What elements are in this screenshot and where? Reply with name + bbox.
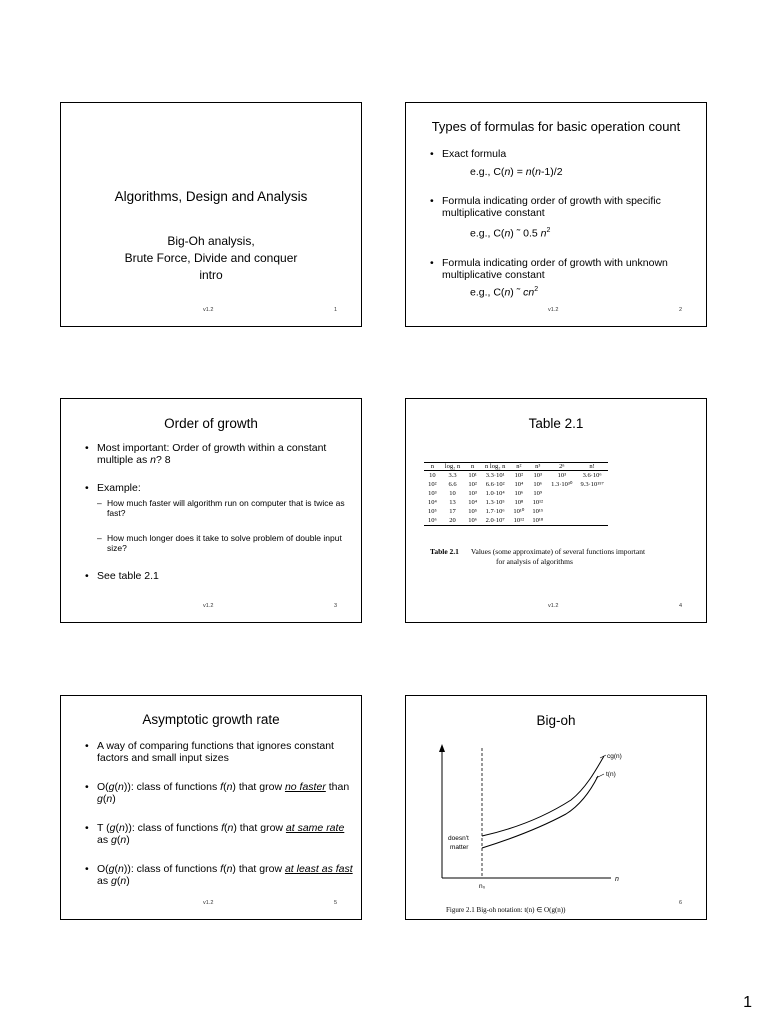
table-header-cell: n log₂ n <box>481 463 509 471</box>
bullet-list <box>85 740 353 887</box>
slide-version: v1.2 <box>203 307 214 313</box>
slide-title: Order of growth <box>164 416 258 431</box>
bullet-item: • O(g(n)): class of functions f(n) that grow no faster than g(n) <box>85 781 353 805</box>
bullet-item: • A way of comparing functions that ignores constant factors and small input sizes <box>85 740 353 764</box>
slide-number: 4 <box>678 603 682 609</box>
table-row: 10⁶ 20 10⁶ 2.0·10⁷ 10¹² 10¹⁸ <box>424 516 608 526</box>
slide-5 <box>60 695 362 920</box>
table-header-cell: n² <box>509 463 528 471</box>
slide-footer <box>61 900 361 910</box>
bullet-item: • See table 2.1 <box>85 570 353 582</box>
slide-title: Big-oh <box>536 713 576 728</box>
t-curve <box>482 776 598 848</box>
slide-title: Asymptotic growth rate <box>142 712 280 727</box>
table-row: 10⁴ 13 10⁴ 1.3·10⁵ 10⁸ 10¹² <box>428 499 543 506</box>
bullet-text: Formula indicating order of growth with specific multiplicative constant <box>442 195 661 219</box>
page-number: 1 <box>743 994 752 1011</box>
slide-footer <box>406 603 706 613</box>
growth-table <box>424 462 608 526</box>
slide-6 <box>405 695 707 920</box>
example-formula: e.g., C(n) ˜ 0.5 $n^2$ <box>470 227 551 240</box>
slide-number: 5 <box>333 900 337 906</box>
bullet-item <box>85 482 353 553</box>
bullet-item: • Most important: Order of growth within a constant multiple as n? 8 <box>85 442 353 466</box>
slide-2 <box>405 102 707 327</box>
table-header-cell: n <box>464 463 481 471</box>
table-header-cell: log₂ n <box>441 463 464 471</box>
slide-version: v1.2 <box>548 307 559 313</box>
table-header-row <box>424 463 608 471</box>
t-label: t(n) <box>606 771 616 778</box>
example-formula: e.g., C(n) = n(n-1)/2 <box>470 166 563 178</box>
slide-1 <box>60 102 362 327</box>
caption-text: Values (some approximate) of several functions important <box>470 547 646 556</box>
bullet-item <box>430 148 690 178</box>
cg-label: cg(n) <box>607 753 622 760</box>
slide-number: 6 <box>678 900 682 906</box>
slide-title: Types of formulas for basic operation count <box>431 119 681 134</box>
table-header-cell: n³ <box>528 463 547 471</box>
n0-label: n₀ <box>479 883 486 890</box>
slide-number: 2 <box>678 307 682 313</box>
slide-footer <box>406 900 706 910</box>
y-axis-arrow <box>439 744 445 752</box>
doesnt-matter-label: doesn't <box>448 835 469 842</box>
bullet-item: • T (g(n)): class of functions f(n) that grow at same rate as g(n) <box>85 822 353 846</box>
table-row: 10³ 10 10³ 1.0·10⁴ 10⁶ 10⁹ <box>428 490 543 497</box>
slide-footer <box>406 307 706 317</box>
table-row: 10⁵ 17 10⁵ 1.7·10⁶ 10¹⁰ 10¹⁵ <box>428 508 544 515</box>
table-header-cell: n! <box>576 463 607 471</box>
slide-subtitle-line: Brute Force, Divide and conquer <box>124 251 298 265</box>
slide-3 <box>60 398 362 623</box>
bullet-item <box>430 257 690 299</box>
figure-caption: Figure 2.1 Big-oh notation: t(n) ∈ O(g(n)) <box>446 906 566 914</box>
slide-number: 3 <box>333 603 337 609</box>
bullet-text: Formula indicating order of growth with unknown multiplicative constant <box>442 256 668 281</box>
table-header-cell: 2ⁿ <box>547 463 576 471</box>
slide-version: v1.2 <box>548 603 559 609</box>
slide-4 <box>405 398 707 623</box>
n-axis-label: n <box>615 876 619 883</box>
slide-version: v1.2 <box>203 603 214 609</box>
bullet-item: • O(g(n)): class of functions f(n) that grow at least as fast as g(n) <box>85 863 353 887</box>
table-header-cell: n <box>424 463 441 471</box>
bullet-list <box>85 442 353 582</box>
caption-text: for analysis of algorithms <box>496 557 573 566</box>
sub-bullet-list <box>97 498 353 553</box>
slide-footer <box>61 603 361 613</box>
bullet-item <box>430 195 690 240</box>
caption-label: Table 2.1 <box>430 547 459 556</box>
example-formula: e.g., C(n) ˜ $cn^2$ <box>470 285 539 298</box>
slide-subtitle-line: Big-Oh analysis, <box>167 234 255 248</box>
slide-title: Algorithms, Design and Analysis <box>114 189 308 204</box>
sub-bullet-item: – How much faster will algorithm run on computer that is twice as fast? <box>97 498 353 518</box>
doesnt-matter-label: matter <box>450 844 469 851</box>
table-row: 10² 6.6 10² 6.6·10² 10⁴ 10⁶ 1.3·10³⁰ 9.3·10¹⁵⁷ <box>428 481 604 488</box>
slide-version: v1.2 <box>203 900 214 906</box>
big-oh-figure <box>406 696 708 921</box>
bullet-text: Exact formula <box>442 148 507 160</box>
sub-bullet-item: – How much longer does it take to solve problem of double input size? <box>97 533 353 553</box>
slide-number: 1 <box>333 307 337 313</box>
table-caption <box>430 547 645 567</box>
bullet-text: Example: <box>97 482 141 494</box>
slide-title: Table 2.1 <box>528 416 584 431</box>
slide-footer <box>61 307 361 317</box>
bullet-list <box>430 148 690 298</box>
slide-subtitle-line: intro <box>199 268 223 282</box>
table-row: 10 3.3 10¹ 3.3·10¹ 10² 10³ 10³ 3.6·10⁶ <box>429 472 602 479</box>
